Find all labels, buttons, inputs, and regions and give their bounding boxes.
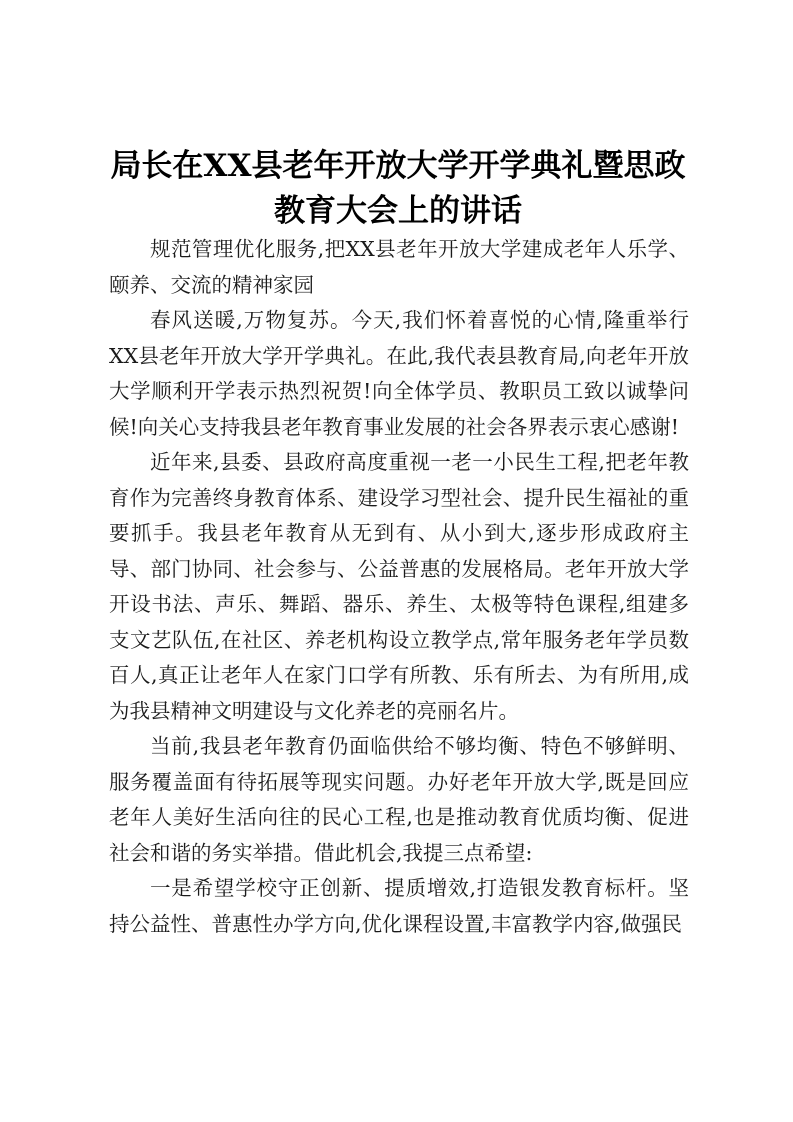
document-body: [109, 232, 689, 942]
paragraph: 一是希望学校守正创新、提质增效,打造银发教育标杆。坚持公益性、普惠性办学方向,优化课程设置,丰富教学内容,做强民: [109, 876, 689, 936]
paragraph: 近年来,县委、县政府高度重视一老一小民生工程,把老年教育作为完善终身教育体系、建设学习型社会、提升民生福祉的重要抓手。我县老年教育从无到有、从小到大,逐步形成政府主导、部门协同、社会参与、公益普惠的发展格局。老年开放大学开设书法、声乐、舞蹈、器乐、养生、太极等特色课程,组建多支文艺队伍,在社区、养老机构设立教学点,常年服务老年学员数百人,真正让老年人在家门口学有所教、乐有所去、为有所用,成为我县精神文明建设与文化养老的亮丽名片。: [109, 450, 689, 723]
paragraph: 春风送暖,万物复苏。今天,我们怀着喜悦的心情,隆重举行XX县老年开放大学开学典礼。在此,我代表县教育局,向老年开放大学顺利开学表示热烈祝贺!向全体学员、教职员工致以诚挚问候!向关心支持我县老年教育事业发展的社会各界表示衷心感谢!: [109, 308, 689, 439]
document-title: 局长在XX县老年开放大学开学典礼暨思政教育大会上的讲话: [110, 148, 686, 229]
paragraph-subtitle: 规范管理优化服务,把XX县老年开放大学建成老年人乐学、颐养、交流的精神家园: [109, 237, 689, 297]
paragraph: 当前,我县老年教育仍面临供给不够均衡、特色不够鲜明、服务覆盖面有待拓展等现实问题。办好老年开放大学,既是回应老年人美好生活向往的民心工程,也是推动教育优质均衡、促进社会和谐的务实举措。借此机会,我提三点希望:: [109, 734, 689, 865]
